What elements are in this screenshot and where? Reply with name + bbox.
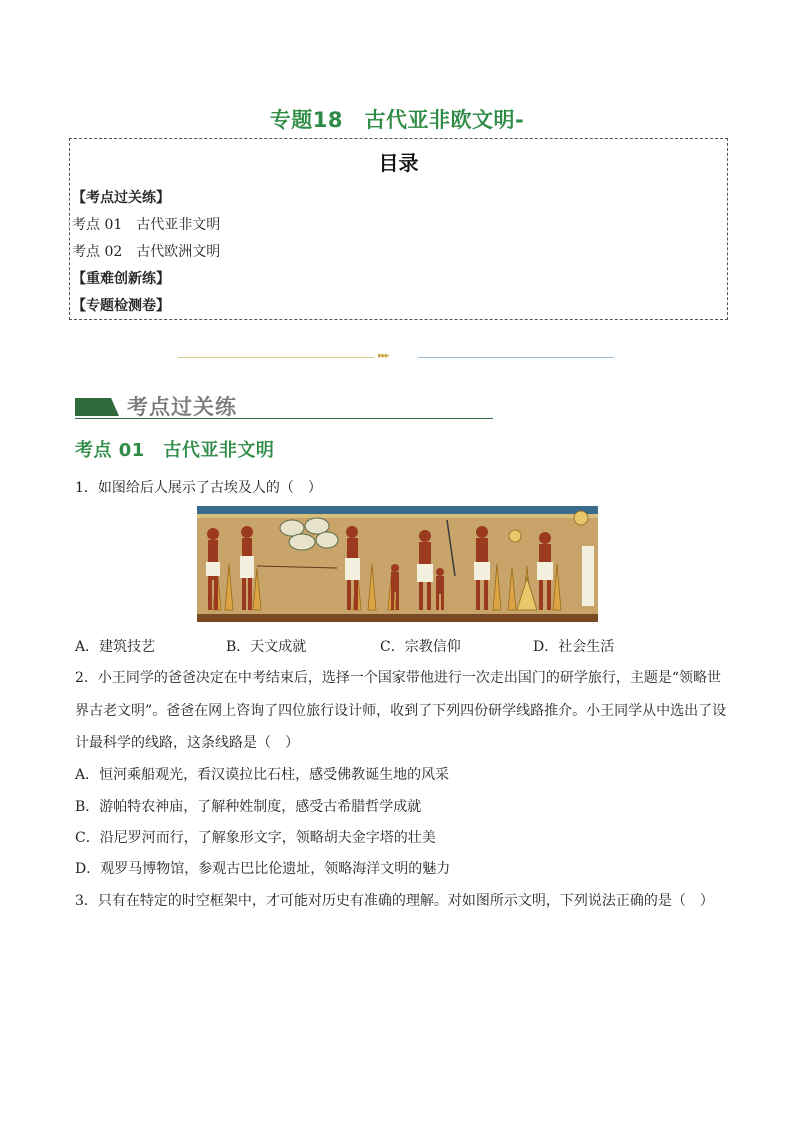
section-marker-icon (75, 398, 119, 416)
question-2-stem-line: 计最科学的线路，这条线路是（ ） (75, 735, 299, 751)
question-2-option-c[interactable]: C．沿尼罗河而行，了解象形文字，领略胡夫金字塔的壮美 (75, 830, 436, 846)
question-1-option-c[interactable]: C．宗教信仰 (380, 639, 461, 655)
divider-right (418, 357, 614, 361)
divider-left (178, 357, 374, 361)
question-2-option-a[interactable]: A．恒河乘船观光，看汉谟拉比石柱，感受佛教诞生地的风采 (75, 767, 450, 783)
toc-item[interactable]: 【重难创新练】 (72, 271, 170, 287)
question-2-option-b[interactable]: B．游帕特农神庙，了解种姓制度，感受古希腊哲学成就 (75, 799, 422, 815)
toc-item[interactable]: 考点 01 古代亚非文明 (72, 217, 221, 233)
question-1-stem: 1．如图给后人展示了古埃及人的（ ） (75, 480, 322, 496)
question-3-stem: 3．只有在特定的时空框架中，才可能对历史有准确的理解。对如图所示文明，下列说法正确的是（ ） (75, 893, 714, 909)
section-underline (75, 418, 493, 419)
toc-item[interactable]: 【考点过关练】 (72, 190, 170, 206)
question-1-option-d[interactable]: D．社会生活 (533, 639, 615, 655)
egyptian-mural-image (197, 506, 598, 622)
question-1-option-b[interactable]: B．天文成就 (226, 639, 307, 655)
toc-item[interactable]: 考点 02 古代欧洲文明 (72, 244, 221, 260)
section-title: 考点过关练 (127, 394, 237, 419)
question-1-option-a[interactable]: A．建筑技艺 (75, 639, 156, 655)
divider-arrows-icon: ▸▸▸ (378, 351, 389, 361)
toc-heading: 目录 (378, 151, 419, 175)
toc-item[interactable]: 【专题检测卷】 (72, 298, 170, 314)
question-2-option-d[interactable]: D．观罗马博物馆，参观古巴比伦遗址，领略海洋文明的魅力 (75, 861, 451, 877)
document-title: 专题18 古代亚非欧文明- (269, 108, 525, 132)
table-of-contents (69, 138, 728, 320)
question-2-stem-line: 界古老文明”。爸爸在网上咨询了四位旅行设计师，收到了下列四份研学线路推介。小王同学从中选出了设 (75, 703, 727, 719)
subsection-heading: 考点 01 古代亚非文明 (75, 440, 275, 461)
question-2-stem-line: 2．小王同学的爸爸决定在中考结束后，选择一个国家带他进行一次走出国门的研学旅行，主题是“领略世 (75, 670, 722, 686)
